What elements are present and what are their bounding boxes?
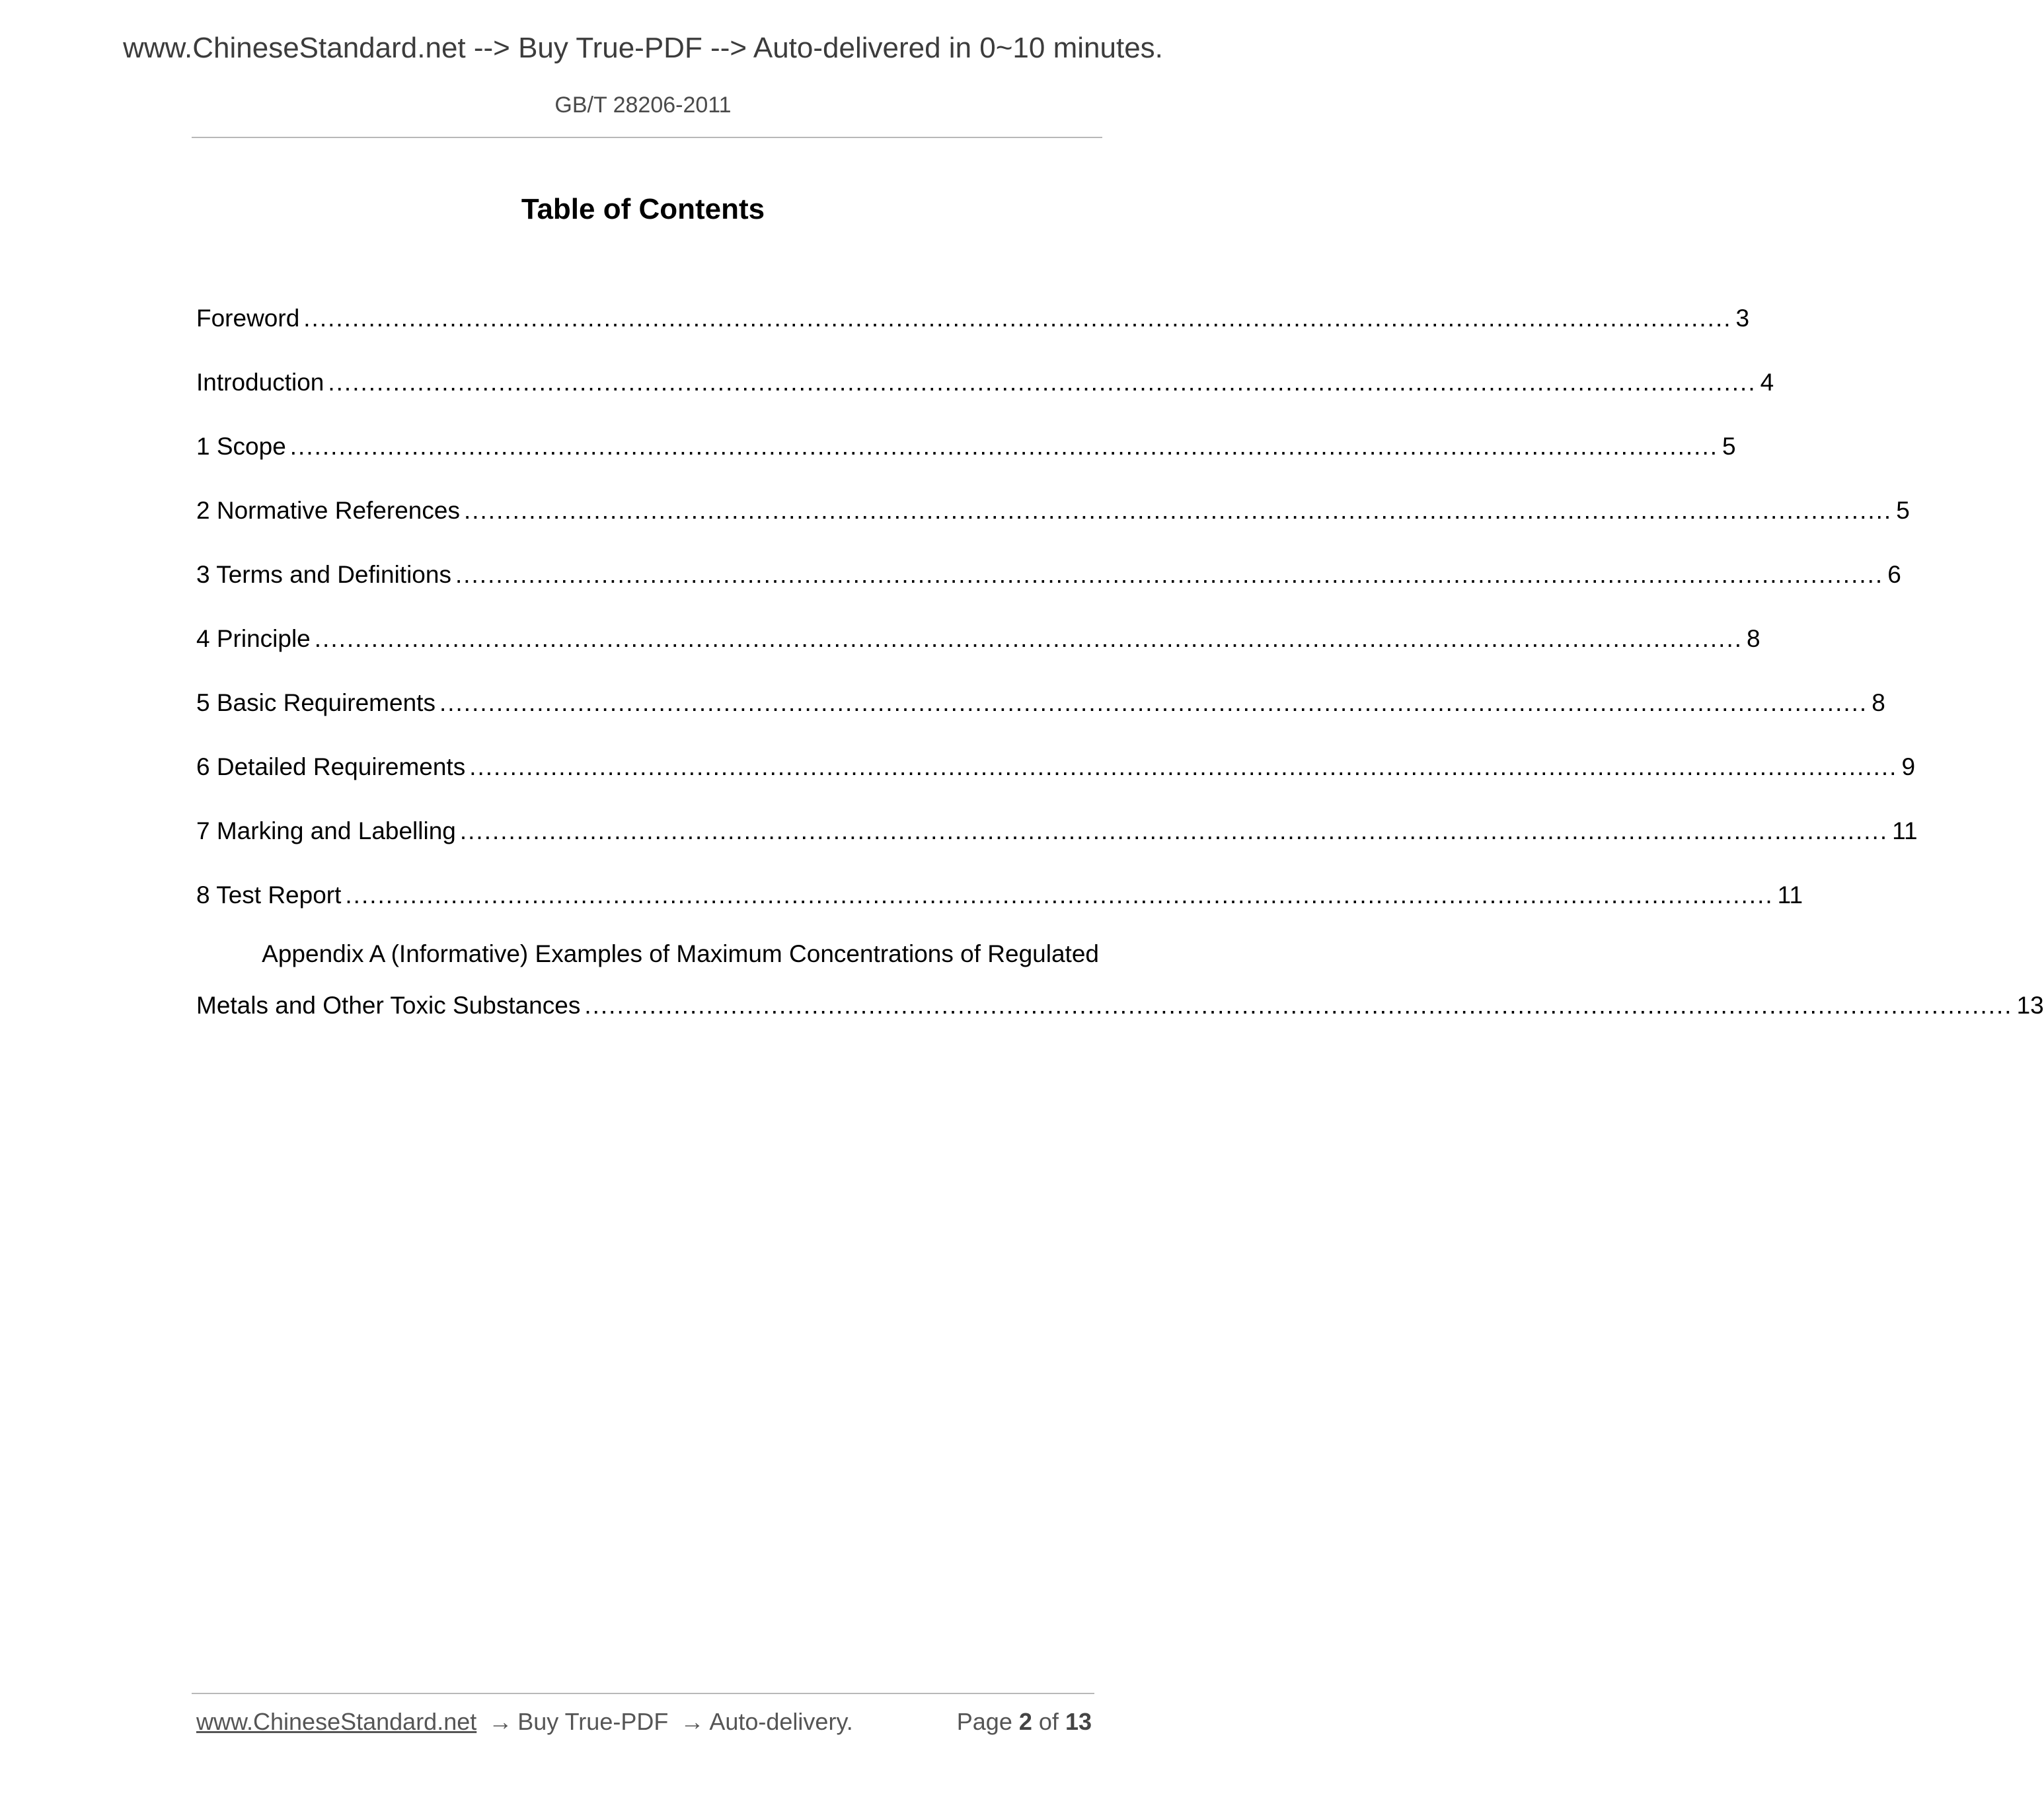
page-footer (196, 1708, 1095, 1736)
top-banner[interactable]: www.ChineseStandard.net --> Buy True-PDF --> Auto-delivered in 0~10 minutes. (123, 32, 1163, 64)
toc-entry-page: 6 (1887, 561, 1901, 588)
footer-buy-text: Buy True-PDF (517, 1708, 669, 1735)
footer-delivery-text: Auto-delivery. (709, 1708, 853, 1735)
dot-leader: ................................................................................................................................................................................ (303, 305, 1732, 332)
arrow-right-icon: → (680, 1708, 704, 1735)
toc-entry-label: 6 Detailed Requirements (196, 753, 466, 780)
toc-title: Table of Contents (521, 193, 765, 225)
dot-leader: ................................................................................................................................................................................ (584, 992, 2013, 1019)
toc-entry-label: 4 Principle (196, 625, 311, 652)
toc-entry-foreword[interactable] (196, 301, 1750, 365)
toc-entry-page: 11 (1892, 817, 1918, 844)
toc-entry-label: 3 Terms and Definitions (196, 561, 451, 588)
toc-entry-test-report[interactable] (196, 877, 1803, 942)
toc-entry-introduction[interactable] (196, 365, 1774, 429)
toc-entry-normative-references[interactable] (196, 493, 1910, 557)
footer-site-link[interactable]: www.ChineseStandard.net (196, 1708, 477, 1735)
toc-entry-page: 9 (1901, 753, 1916, 780)
toc-entry-principle[interactable] (196, 621, 1760, 685)
toc-entry-page: 8 (1747, 625, 1760, 652)
toc-entry-page: 4 (1760, 369, 1774, 396)
toc-entry-page: 13 (2016, 992, 2044, 1019)
toc-entry-label: 8 Test Report (196, 881, 342, 909)
page-of-word: of (1038, 1708, 1059, 1735)
dot-leader: ................................................................................................................................................................................ (439, 689, 1868, 716)
toc-entry-basic-requirements[interactable] (196, 685, 1885, 749)
page-current: 2 (1018, 1708, 1032, 1735)
dot-leader: ................................................................................................................................................................................ (314, 625, 1743, 652)
dot-leader: ................................................................................................................................................................................ (455, 561, 1884, 588)
toc-entry-page: 5 (1896, 497, 1910, 524)
toc-entry-label: 5 Basic Requirements (196, 689, 435, 716)
toc-entry-detailed-requirements[interactable] (196, 749, 1916, 813)
toc-entry-terms-definitions[interactable] (196, 557, 1901, 621)
toc-entry-page: 3 (1735, 305, 1750, 332)
page-indicator (957, 1708, 1092, 1736)
dot-leader: ................................................................................................................................................................................ (345, 881, 1774, 909)
toc-appendix-line2: Metals and Other Toxic Substances (196, 992, 581, 1019)
document-code: GB/T 28206-2011 (554, 93, 732, 118)
toc-entry-label: Introduction (196, 369, 324, 396)
toc-entry-label: 7 Marking and Labelling (196, 817, 456, 844)
toc-entry-marking-labelling[interactable] (196, 813, 1918, 877)
dot-leader: ................................................................................................................................................................................ (289, 433, 1719, 460)
dot-leader: ................................................................................................................................................................................ (469, 753, 1898, 780)
dot-leader: ................................................................................................................................................................................ (463, 497, 1893, 524)
toc-entry-scope[interactable] (196, 429, 1736, 493)
toc-entry-page: 8 (1872, 689, 1885, 716)
toc-entry-page: 5 (1722, 433, 1736, 460)
page-total: 13 (1065, 1708, 1092, 1735)
header-divider (192, 137, 1102, 138)
toc-entry-label: 2 Normative References (196, 497, 460, 524)
page-word: Page (956, 1708, 1012, 1735)
footer-divider (192, 1693, 1094, 1694)
toc-entry-page: 11 (1777, 881, 1803, 909)
toc-entry-label: Foreword (196, 305, 300, 332)
toc-list (196, 301, 2044, 1023)
toc-appendix-line1: Appendix A (Informative) Examples of Maximum Concentrations of Regulated (262, 940, 1099, 967)
toc-entry-appendix-a[interactable] (196, 936, 2044, 1023)
toc-entry-label: 1 Scope (196, 433, 286, 460)
arrow-right-icon: → (488, 1708, 513, 1735)
dot-leader: ................................................................................................................................................................................ (328, 369, 1757, 396)
toc-appendix-line2-row (196, 988, 2044, 1023)
dot-leader: ................................................................................................................................................................................ (459, 817, 1889, 844)
